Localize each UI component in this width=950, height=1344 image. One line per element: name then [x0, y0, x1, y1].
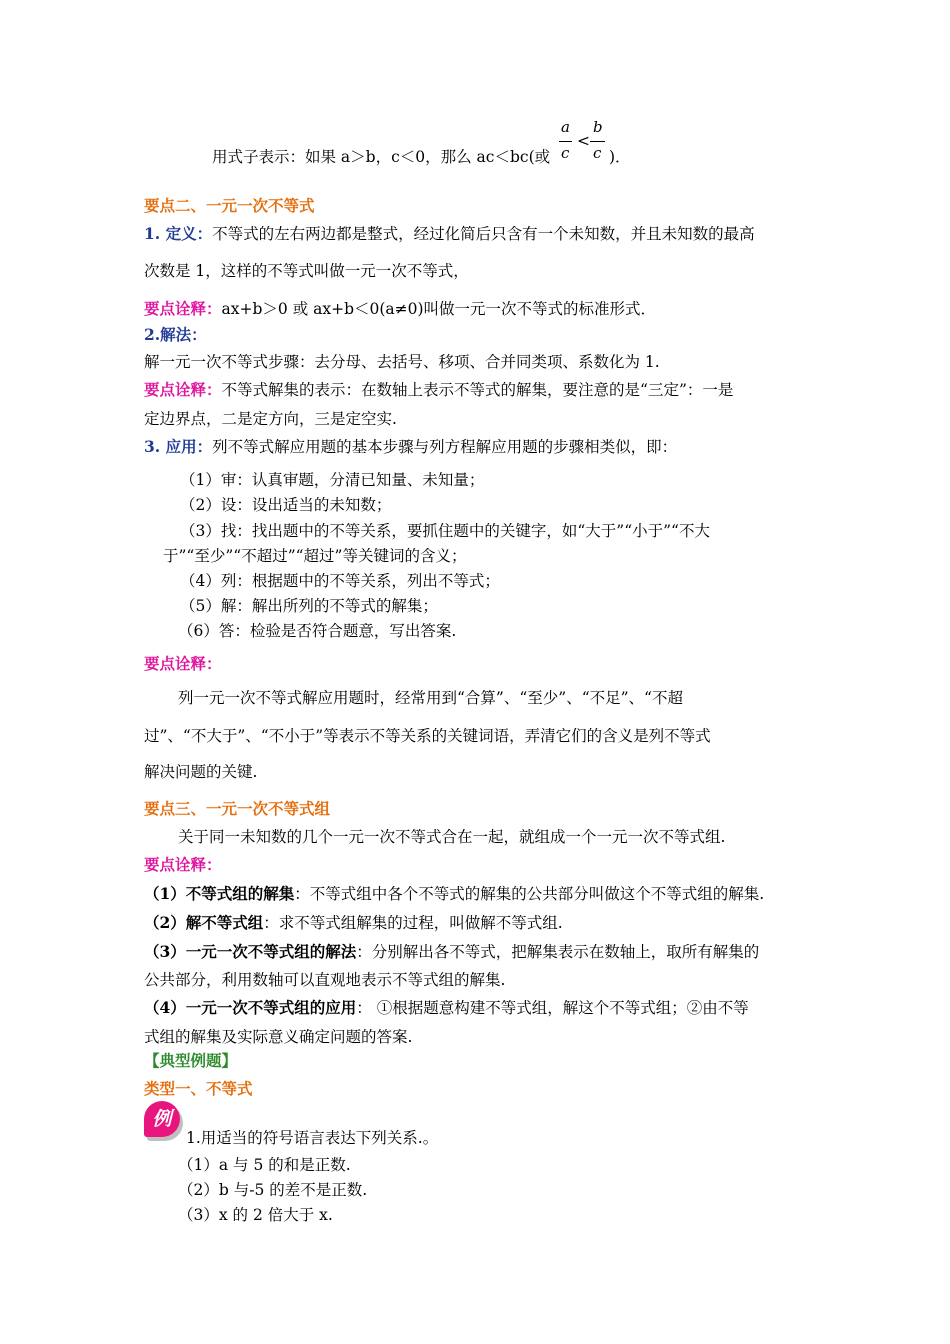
item-2-term: （2）解不等式组	[144, 913, 264, 932]
fraction-numerator: b	[593, 118, 603, 136]
solution-label: 2.解法：	[144, 325, 207, 344]
example-1-part-1: （1）a 与 5 的和是正数.	[178, 1156, 351, 1174]
formula-prefix: 用式子表示：如果 a＞b，c＜0，那么 ac＜bc(或	[212, 148, 551, 166]
fraction-b-over-c	[590, 118, 606, 164]
step-2: （2）设：设出适当的未知数；	[180, 496, 392, 514]
solution-text: 解一元一次不等式步骤：去分母、去括号、移项、合并同类项、系数化为 1.	[144, 353, 660, 371]
step-5: （5）解：解出所列的不等式的解集；	[180, 597, 438, 615]
item-3-text: ：分别解出各不等式，把解集表示在数轴上，取所有解集的	[356, 943, 760, 961]
step-1: （1）审：认真审题，分清已知量、未知量；	[180, 471, 485, 489]
section-heading-2: 要点二、一元一次不等式	[144, 196, 315, 215]
fraction-denominator: c	[593, 144, 602, 162]
note-line-2b: 定边界点，二是定方向，三是定空实.	[144, 410, 397, 428]
fraction-bar	[590, 141, 605, 142]
item-3-term: （3）一元一次不等式组的解法	[144, 942, 357, 961]
item-2	[144, 913, 563, 933]
definition-text: 不等式的左右两边都是整式，经过化简后只含有一个未知数，并且未知数的最高	[212, 225, 755, 243]
note-label-4: 要点诠释：	[144, 855, 222, 874]
note-label: 要点诠释：	[144, 299, 222, 318]
formula-suffix: )．	[609, 148, 631, 166]
note-label-3: 要点诠释：	[144, 654, 222, 673]
item-4-cont: 式组的解集及实际意义确定问题的答案.	[144, 1028, 413, 1046]
item-3	[144, 942, 759, 962]
item-2-text: ：求不等式组解集的过程，叫做解不等式组.	[263, 914, 563, 932]
step-3-cont: 于”“至少”“不超过”“超过”等关键词的含义；	[163, 547, 467, 565]
definition-line	[144, 224, 755, 244]
item-4	[144, 998, 749, 1018]
definition-line-2: 次数是 1，这样的不等式叫做一元一次不等式，	[144, 262, 469, 280]
application-text: 列不等式解应用题的基本步骤与列方程解应用题的步骤相类似，即：	[212, 438, 678, 456]
note-label: 要点诠释：	[144, 380, 222, 399]
application-label: 3. 应用：	[144, 437, 213, 456]
item-3-cont: 公共部分，利用数轴可以直观地表示不等式组的解集.	[144, 971, 506, 989]
note-3-para-3: 解决问题的关键.	[144, 763, 258, 781]
note-text: ax+b＞0 或 ax+b＜0(a≠0)叫做一元一次不等式的标准形式．	[221, 300, 657, 318]
application-line	[144, 437, 677, 457]
item-4-text: ： ①根据题意构建不等式组，解这个不等式组；②由不等	[356, 999, 749, 1017]
item-1	[144, 884, 764, 904]
example-1-question: 1.用适当的符号语言表达下列关系.。	[186, 1129, 439, 1147]
badge-label: 例	[152, 1108, 172, 1130]
step-6: （6）答：检验是否符合题意，写出答案.	[178, 622, 457, 640]
less-than-sign: <	[577, 132, 590, 150]
fraction-bar	[559, 141, 572, 142]
example-1-part-3: （3）x 的 2 倍大于 x.	[178, 1206, 333, 1224]
item-1-text: ：不等式组中各个不等式的解集的公共部分叫做这个不等式组的解集.	[294, 885, 765, 903]
fraction-denominator: c	[561, 144, 570, 162]
item-4-term: （4）一元一次不等式组的应用	[144, 998, 357, 1017]
step-3: （3）找：找出题中的不等关系，要抓住题中的关键字，如“大于”“小于”“不大	[180, 522, 710, 540]
fraction-a-over-c	[559, 118, 573, 164]
formula-line	[212, 147, 550, 167]
note-line-1	[144, 299, 656, 319]
item-1-term: （1）不等式组的解集	[144, 884, 295, 903]
fraction-numerator: a	[561, 118, 570, 136]
typical-examples-heading: 【典型例题】	[144, 1051, 238, 1070]
note-text: 不等式解集的表示：在数轴上表示不等式的解集，要注意的是“三定”：一是	[221, 381, 734, 399]
example-badge	[144, 1101, 182, 1139]
example-1-part-2: （2）b 与-5 的差不是正数.	[178, 1181, 368, 1199]
section-heading-3: 要点三、一元一次不等式组	[144, 799, 331, 818]
note-3-para-1: 列一元一次不等式解应用题时，经常用到“合算”、“至少”、“不足”、“不超	[178, 689, 683, 707]
note-3-para-2: 过”、“不大于”、“不小于”等表示不等关系的关键词语，弄清它们的含义是列不等式	[144, 727, 711, 745]
note-line-2	[144, 380, 733, 400]
step-4: （4）列：根据题中的不等关系，列出不等式；	[180, 572, 500, 590]
section-3-text: 关于同一未知数的几个一元一次不等式合在一起，就组成一个一元一次不等式组.	[178, 828, 726, 846]
definition-label: 1. 定义：	[144, 224, 213, 243]
type-1-heading: 类型一、不等式	[144, 1079, 253, 1098]
